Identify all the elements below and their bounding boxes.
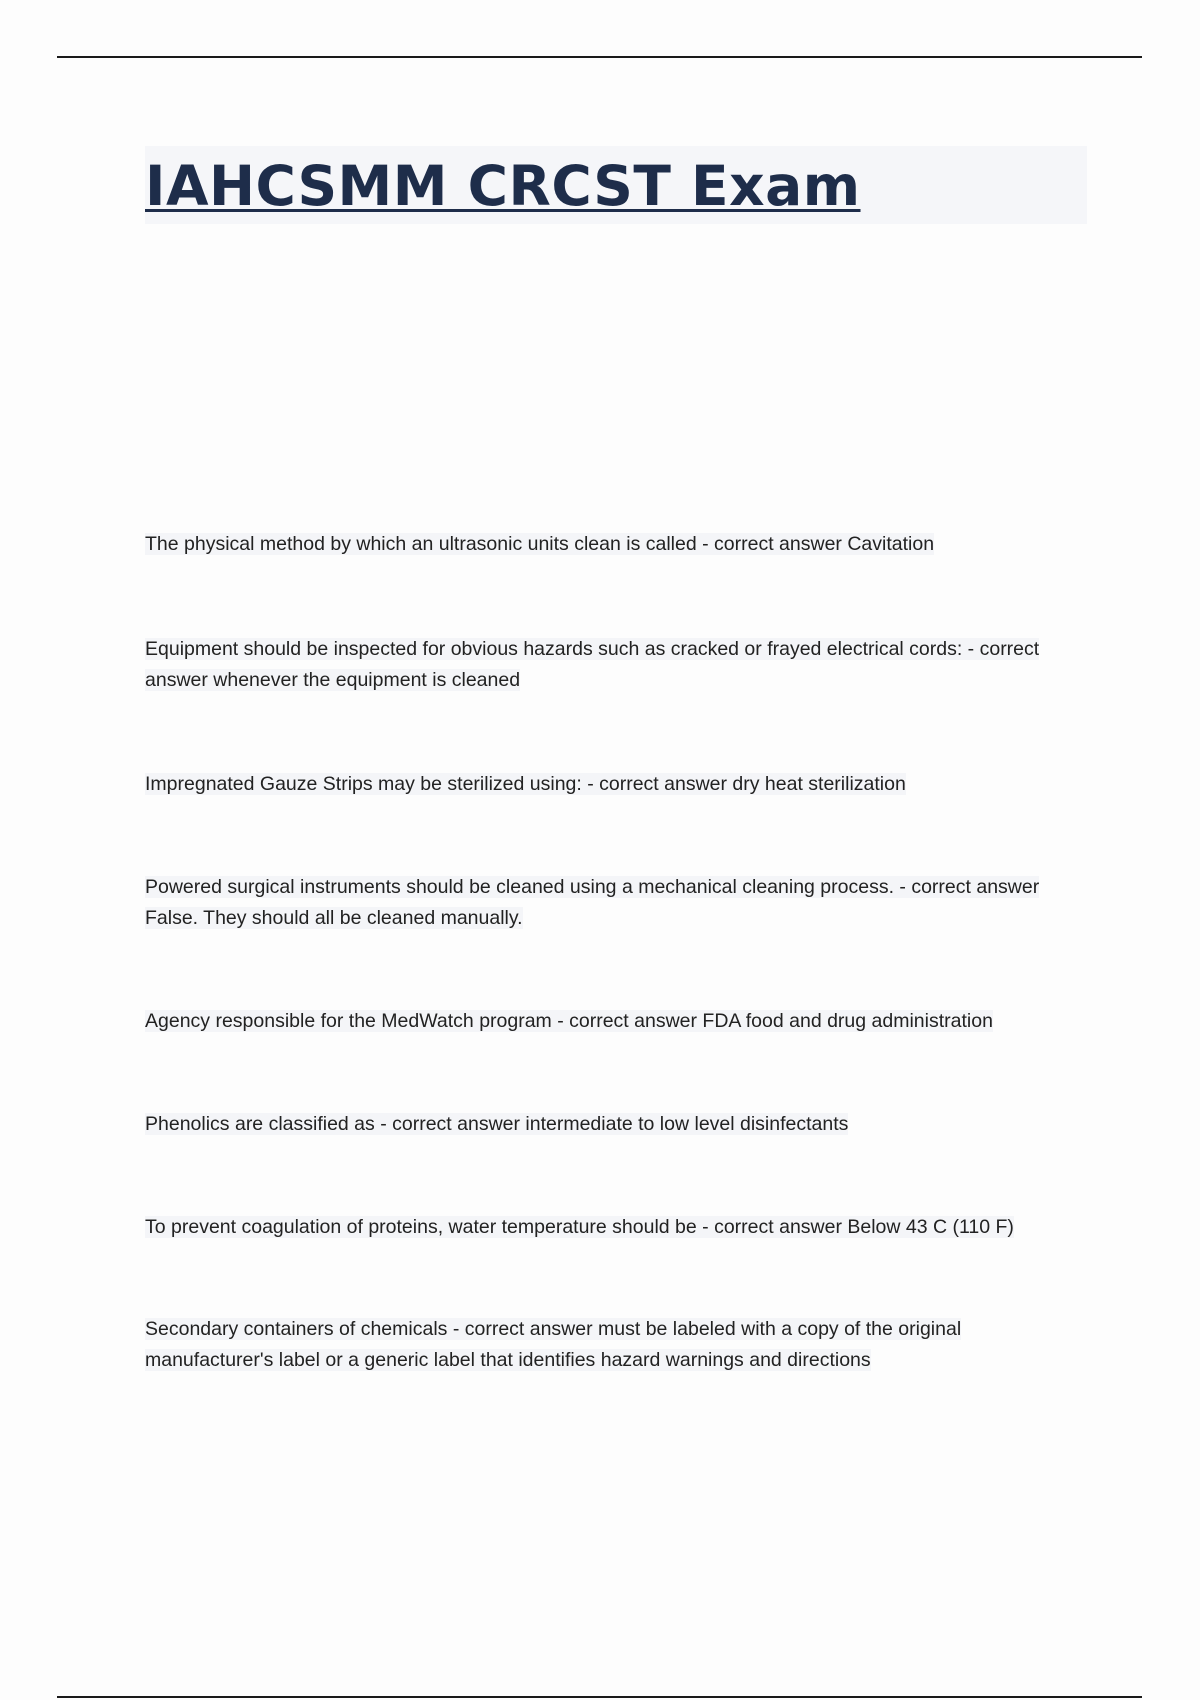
qa-item: [145, 872, 1090, 934]
top-rule: [57, 56, 1142, 58]
qa-item-text: To prevent coagulation of proteins, water temperature should be - correct answer Below 43 C (110 F): [145, 1216, 1014, 1238]
qa-item: [145, 634, 1090, 696]
qa-item: [145, 769, 1065, 800]
qa-item-text: Secondary containers of chemicals - correct answer must be labeled with a copy of the original manufacturer's label or a generic label that identifies hazard warnings and directions: [145, 1318, 962, 1371]
qa-item: [145, 1212, 1065, 1243]
qa-item: [145, 529, 1065, 560]
qa-item: [145, 1314, 1090, 1376]
bottom-rule: [57, 1696, 1142, 1698]
qa-item: [145, 1006, 1065, 1037]
qa-item: [145, 1109, 1065, 1140]
qa-item-text: Impregnated Gauze Strips may be sterilized using: - correct answer dry heat sterilization: [145, 773, 906, 795]
page-title: IAHCSMM CRCST Exam: [145, 154, 861, 218]
qa-item-text: Agency responsible for the MedWatch program - correct answer FDA food and drug administration: [145, 1010, 993, 1032]
qa-item-text: Powered surgical instruments should be cleaned using a mechanical cleaning process. - correct answer False. They should all be cleaned manually.: [145, 876, 1040, 929]
qa-item-text: Equipment should be inspected for obvious hazards such as cracked or frayed electrical cords: - correct answer whenever the equipment is cleaned: [145, 638, 1040, 691]
qa-item-text: Phenolics are classified as - correct answer intermediate to low level disinfectants: [145, 1113, 849, 1135]
qa-item-text: The physical method by which an ultrasonic units clean is called - correct answer Cavitation: [145, 533, 935, 555]
